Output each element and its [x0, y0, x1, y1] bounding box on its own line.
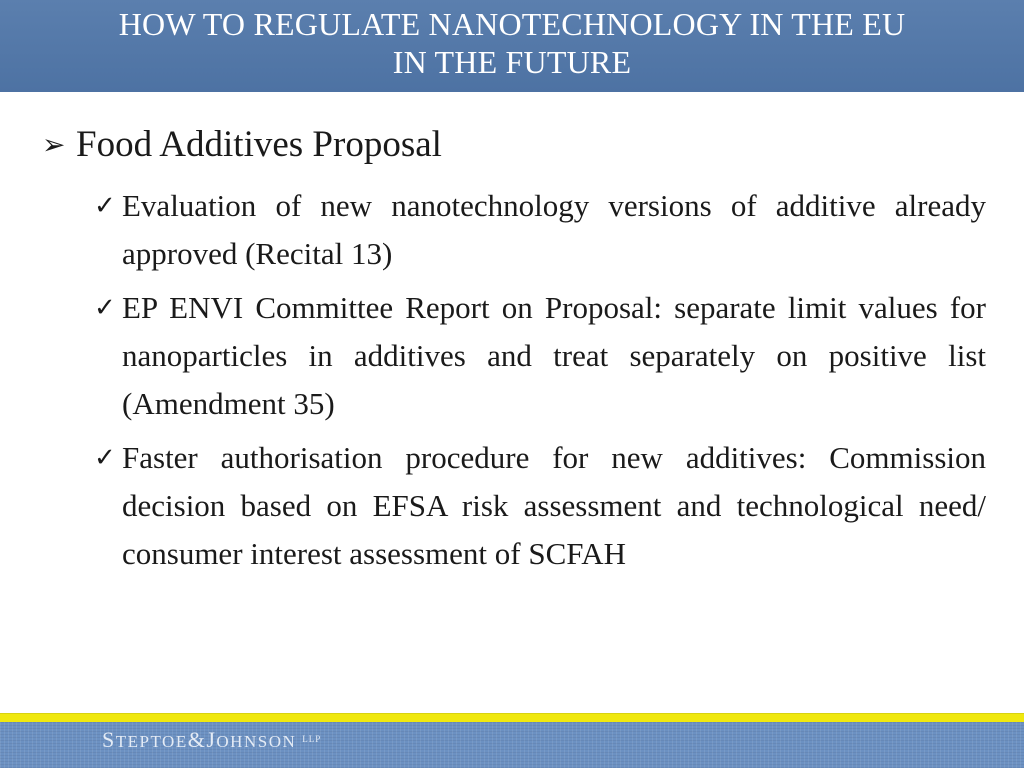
slide-title-line-1: HOW TO REGULATE NANOTECHNOLOGY IN THE EU — [118, 6, 906, 42]
main-bullet-text: Food Additives Proposal — [76, 124, 442, 165]
footer-accent-stripe — [0, 713, 1024, 722]
slide-title-line-2: IN THE FUTURE — [392, 44, 632, 80]
sub-bullet-item — [94, 434, 986, 578]
company-logo: STEPTOE&JOHNSON $^{LLP}$ — [102, 727, 322, 752]
sub-bullet-item — [94, 182, 986, 278]
main-bullet — [42, 122, 442, 168]
sub-bullet-item — [94, 284, 986, 428]
sub-bullet-text: EP ENVI Committee Report on Proposal: separate limit values for nanoparticles in additives and treat separately on positive list (Amendment 35) — [122, 290, 986, 421]
arrow-bullet-icon: ➢ — [42, 128, 66, 161]
sub-bullet-list — [94, 182, 986, 584]
sub-bullet-text: Faster authorisation procedure for new additives: Commission decision based on EFSA risk assessment and technological need/ consumer interest assessment of SCFAH — [122, 440, 986, 571]
slide-title-bar — [0, 0, 1024, 92]
checkmark-icon: ✓ — [94, 443, 116, 473]
checkmark-icon: ✓ — [94, 293, 116, 323]
checkmark-icon: ✓ — [94, 191, 116, 221]
slide-content — [0, 100, 1024, 700]
footer-bar — [0, 722, 1024, 768]
sub-bullet-text: Evaluation of new nanotechnology versions of additive already approved (Recital 13) — [122, 188, 986, 271]
